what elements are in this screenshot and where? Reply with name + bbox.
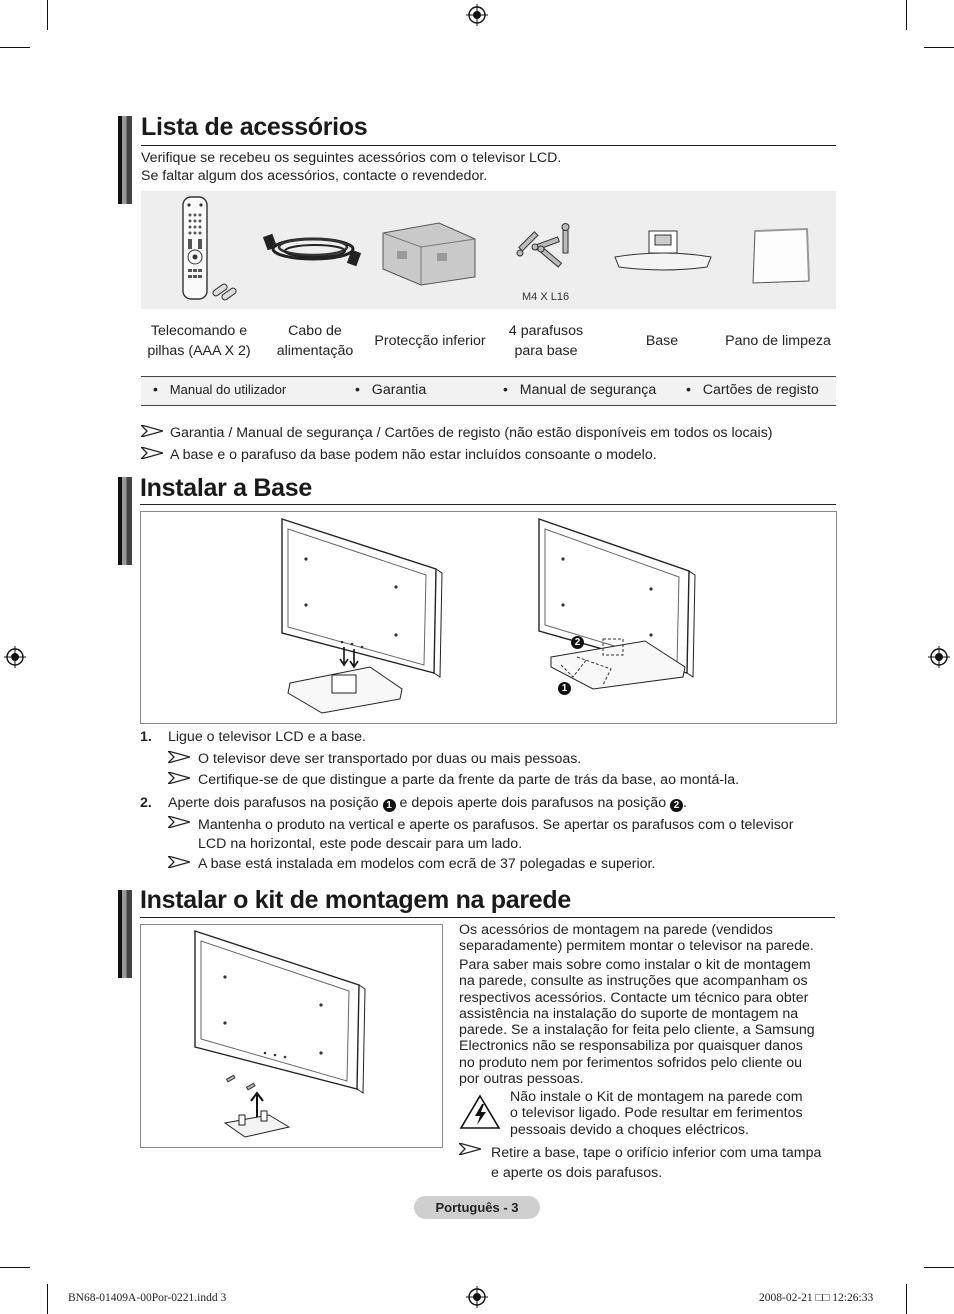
footer-date: 2008-02-21 □□ 12:26:33 [759,1292,874,1304]
note-arrow-icon [141,447,163,459]
step-number: 2. [140,795,152,811]
crop-mark [47,0,48,30]
note-text: Retire a base, tape o orifício inferior com uma tampa e aperte os dois parafusos. [491,1145,822,1181]
registration-mark-icon [928,646,950,668]
tv-wall-mount-illustration-icon [189,929,379,1141]
crop-mark [924,1267,954,1268]
registration-mark-icon [4,646,26,668]
accessory-caption: Pano de limpeza [725,333,831,349]
electric-shock-warning-icon [459,1094,501,1130]
intro-line: Verifique se recebeu os seguintes acessórios com o televisor LCD. [141,150,562,166]
accessory-caption: 4 parafusos para base [508,323,584,359]
crop-mark [0,1267,30,1268]
footer-file-name: BN68-01409A-00Por-0221.indd 3 [68,1292,227,1304]
section-bar [118,890,132,978]
section-title-wall-mount: Instalar o kit de montagem na parede [140,886,571,914]
extra-item: • Manual de segurança [503,382,657,398]
section-rule [140,504,836,505]
crop-mark [47,1284,48,1314]
crop-mark [924,47,954,48]
position-marker-1: 1 [383,799,396,812]
crop-mark [0,47,30,48]
note-text: Mantenha o produto na vertical e aperte os parafusos. Se apertar os parafusos com o televisor LCD na horizontal, este pode descair para um lado. [198,817,794,852]
section-bar [118,116,132,204]
tv-stand-illustration-icon [276,517,446,717]
stand-install-figure [140,511,837,724]
warning-text: Não instale o Kit de montagem na parede com o televisor ligado. Pode resultar em ferimentos pessoais devido a choques eléctricos. [510,1089,803,1138]
crop-mark [906,0,907,30]
stand-base-icon [611,227,715,273]
accessories-image-strip [141,191,836,309]
position-marker-2: 2 [670,799,683,812]
registration-mark-icon [466,1286,488,1308]
wall-mount-figure [140,924,443,1148]
remote-control-icon [179,195,251,303]
position-marker-2: 2 [571,631,584,649]
note-arrow-icon [168,816,190,828]
position-marker-1: 1 [558,677,571,695]
power-cable-icon [263,225,363,275]
screws-icon [511,219,583,275]
extra-item: • Garantia [355,382,427,398]
section-title-accessories: Lista de acessórios [141,113,368,141]
step-text: Ligue o televisor LCD e a base. [168,729,366,745]
note-arrow-icon [459,1143,481,1155]
note-arrow-icon [168,751,190,763]
note-text: O televisor deve ser transportado por duas ou mais pessoas. [198,751,582,767]
wall-mount-paragraph: Os acessórios de montagem na parede (vendidos separadamente) permitem montar o televisor na parede. [459,922,814,955]
bottom-protector-icon [377,219,481,287]
step-number: 1. [140,729,152,745]
wall-mount-paragraph: Para saber mais sobre como instalar o kit de montagem na parede, consulte as instruções que acompanham os respectivos acessórios. Contacte um técnico para obter assistência na instalação do suporte de montagem na parede. Se a instalação for feita pelo cliente, a Samsung Electronics não se responsabiliza por quaisquer danos no produto nem por ferimentos sofridos pelo cliente ou por outras pessoas. [459,957,815,1088]
extra-item: • Cartões de registo [686,382,819,398]
section-rule [141,145,836,146]
accessory-caption: Base [645,333,679,349]
note-text: A base está instalada em modelos com ecrã de 37 polegadas e superior. [198,856,656,872]
cleaning-cloth-icon [749,227,813,285]
section-rule [140,917,835,918]
accessory-caption: Protecção inferior [374,333,486,349]
note-arrow-icon [168,856,190,868]
note-text: Certifique-se de que distingue a parte da frente da parte de trás da base, ao montá-la. [198,772,740,788]
note-text: A base e o parafuso da base podem não estar incluídos consoante o modelo. [170,447,657,463]
intro-line: Se faltar algum dos acessórios, contacte o revendedor. [141,168,488,184]
crop-mark [906,1284,907,1314]
note-text: Garantia / Manual de segurança / Cartões de registo (não estão disponíveis em todos os locais) [170,425,773,441]
note-arrow-icon [168,772,190,784]
screw-size-label: M4 X L16 [522,291,570,303]
page-number-badge: Português - 3 [414,1196,540,1219]
extra-documents-row [141,376,836,406]
registration-mark-icon [466,4,488,26]
section-title-install-stand: Instalar a Base [140,474,312,502]
accessory-caption: Cabo de alimentação [276,323,354,359]
step-text: Aperte dois parafusos na posição 1 e depois aperte dois parafusos na posição 2 . [168,795,687,811]
note-arrow-icon [141,425,163,437]
accessory-caption: Telecomando e pilhas (AAA X 2) [147,323,251,359]
section-bar [118,477,132,565]
extra-item: • Manual do utilizador [153,382,287,398]
